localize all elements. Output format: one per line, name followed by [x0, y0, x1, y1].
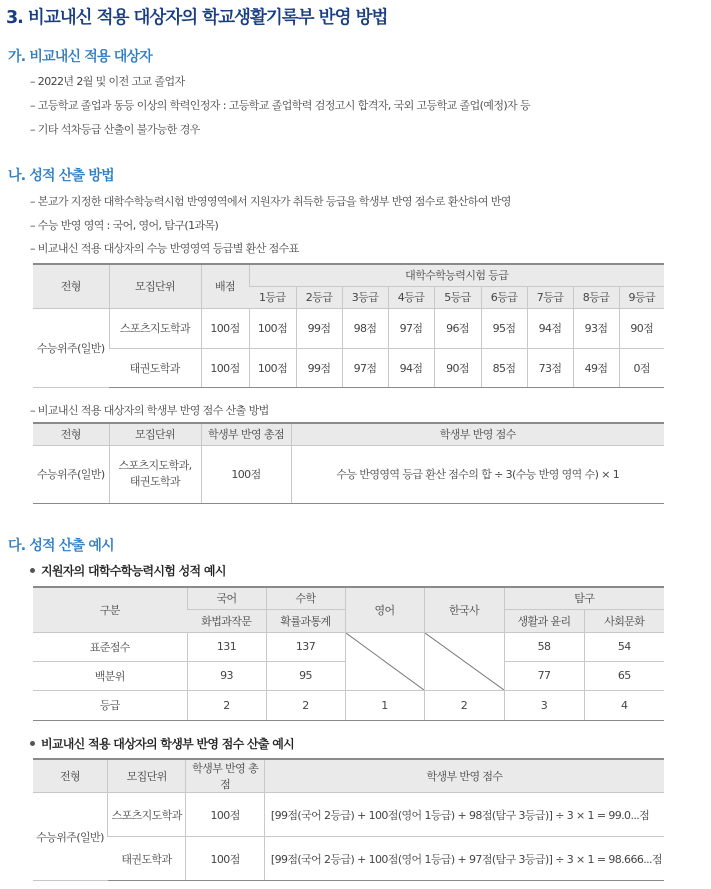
unit-cell: 태권도학과 — [109, 348, 201, 387]
total-cell: 100점 — [186, 793, 265, 837]
formula-cell: [99점(국어 2등급) + 100점(영어 1등급) + 97점(탐구 3등급)] ÷ 3 × 1 = 98.666...점 — [264, 837, 664, 881]
section-b-item-1: – 본교가 지정한 대학수학능력시험 반영영역에서 지원자가 취득한 등급을 학생부 반영 점수로 환산하여 반영 — [30, 195, 511, 208]
score-cell: 97점 — [342, 348, 388, 387]
table-row — [33, 690, 664, 720]
header-unit: 모집단위 — [108, 759, 186, 793]
english-cell: 1 — [345, 690, 424, 720]
table-row — [33, 348, 664, 387]
header-type: 전형 — [33, 759, 108, 793]
example-title — [30, 562, 226, 579]
grade-header: 2등급 — [296, 286, 342, 308]
header-inquiry: 탐구 — [504, 587, 664, 609]
unit-cell: 스포츠지도학과 — [108, 793, 186, 837]
score-cell: 95점 — [481, 308, 527, 348]
korean-cell: 93 — [187, 661, 266, 690]
bullet-icon — [30, 568, 35, 573]
header-math: 수학 — [266, 587, 345, 609]
header-inquiry-sub: 생활과 윤리 — [504, 609, 584, 632]
score-cell: 49점 — [573, 348, 619, 387]
table-row — [33, 793, 664, 837]
header-category: 구분 — [33, 587, 187, 632]
example-title-text: 지원자의 대학수학능력시험 성적 예시 — [41, 564, 226, 578]
type-cell: 수능위주(일반) — [33, 445, 109, 503]
header-csat-grade: 대학수학능력시험 등급 — [249, 264, 664, 286]
inquiry-cell: 58 — [504, 632, 584, 661]
header-unit: 모집단위 — [109, 264, 201, 308]
section-c-heading: 다. 성적 산출 예시 — [8, 538, 114, 554]
header-type: 전형 — [33, 264, 109, 308]
header-score: 학생부 반영 점수 — [264, 759, 664, 793]
header-inquiry-sub: 사회문화 — [584, 609, 664, 632]
unit-cell: 스포츠지도학과 — [109, 308, 201, 348]
allot-cell: 100점 — [201, 308, 249, 348]
table-row — [33, 308, 664, 348]
math-cell: 137 — [266, 632, 345, 661]
header-allot: 배점 — [201, 264, 249, 308]
calc-example-table — [33, 758, 664, 881]
page-title: 3. 비교내신 적용 대상자의 학교생활기록부 반영 방법 — [6, 8, 388, 28]
empty-diagonal-cell — [424, 632, 504, 690]
method-table — [33, 422, 664, 504]
header-score: 학생부 반영 점수 — [291, 423, 664, 445]
header-korean: 국어 — [187, 587, 266, 609]
grade-header: 6등급 — [481, 286, 527, 308]
unit-line: 태권도학과 — [129, 475, 181, 488]
header-math-sub: 확률과통계 — [266, 609, 345, 632]
score-cell: 100점 — [249, 308, 296, 348]
grade-header: 5등급 — [434, 286, 481, 308]
header-type: 전형 — [33, 423, 109, 445]
formula-cell: [99점(국어 2등급) + 100점(영어 1등급) + 98점(탐구 3등급)] ÷ 3 × 1 = 99.0...점 — [264, 793, 664, 837]
score-cell: 97점 — [388, 308, 434, 348]
score-cell: 73점 — [527, 348, 573, 387]
korean-cell: 131 — [187, 632, 266, 661]
table-row — [33, 837, 664, 881]
type-cell: 수능위주(일반) — [33, 308, 109, 387]
inquiry-cell: 4 — [584, 690, 664, 720]
score-cell: 96점 — [434, 308, 481, 348]
section-a-heading: 가. 비교내신 적용 대상자 — [8, 49, 152, 65]
section-a-item-3: – 기타 석차등급 산출이 불가능한 경우 — [30, 123, 200, 136]
header-history: 한국사 — [424, 587, 504, 632]
score-cell: 98점 — [342, 308, 388, 348]
unit-cell — [109, 445, 201, 503]
total-cell: 100점 — [186, 837, 265, 881]
row-label: 표준점수 — [33, 632, 187, 661]
grade-header: 9등급 — [619, 286, 664, 308]
score-cell: 100점 — [249, 348, 296, 387]
header-english: 영어 — [345, 587, 424, 632]
allot-cell: 100점 — [201, 348, 249, 387]
calc-title-text: 비교내신 적용 대상자의 학생부 반영 점수 산출 예시 — [41, 737, 295, 751]
section-a-item-2: – 고등학교 졸업과 동등 이상의 학력인정자 : 고등학교 졸업학력 검정고시 합격자, 국외 고등학교 졸업(예정)자 등 — [30, 99, 530, 112]
history-cell: 2 — [424, 690, 504, 720]
score-cell: 0점 — [619, 348, 664, 387]
grade-header: 7등급 — [527, 286, 573, 308]
type-cell: 수능위주(일반) — [33, 793, 108, 881]
table-row — [33, 445, 664, 503]
score-cell: 93점 — [573, 308, 619, 348]
header-total: 학생부 반영 총점 — [201, 423, 291, 445]
math-cell: 2 — [266, 690, 345, 720]
total-cell: 100점 — [201, 445, 291, 503]
formula-cell: 수능 반영영역 등급 환산 점수의 합 ÷ 3(수능 반영 영역 수) × 1 — [291, 445, 664, 503]
section-a-item-1: – 2022년 2월 및 이전 고교 졸업자 — [30, 75, 185, 88]
grade-header: 8등급 — [573, 286, 619, 308]
score-cell: 90점 — [619, 308, 664, 348]
grade-header: 3등급 — [342, 286, 388, 308]
inquiry-cell: 3 — [504, 690, 584, 720]
score-cell: 99점 — [296, 348, 342, 387]
empty-diagonal-cell — [345, 632, 424, 690]
inquiry-cell: 54 — [584, 632, 664, 661]
inquiry-cell: 65 — [584, 661, 664, 690]
grade-conversion-table — [33, 263, 664, 388]
section-b-heading: 나. 성적 산출 방법 — [8, 168, 114, 184]
unit-line: 스포츠지도학과, — [118, 459, 192, 472]
score-cell: 94점 — [527, 308, 573, 348]
score-cell: 99점 — [296, 308, 342, 348]
method-label: – 비교내신 적용 대상자의 학생부 반영 점수 산출 방법 — [30, 404, 269, 417]
example-score-table — [33, 586, 664, 721]
korean-cell: 2 — [187, 690, 266, 720]
calc-title — [30, 735, 294, 752]
score-cell: 90점 — [434, 348, 481, 387]
row-label: 등급 — [33, 690, 187, 720]
header-total: 학생부 반영 총점 — [186, 759, 265, 793]
grade-header: 4등급 — [388, 286, 434, 308]
unit-cell: 태권도학과 — [108, 837, 186, 881]
math-cell: 95 — [266, 661, 345, 690]
score-cell: 85점 — [481, 348, 527, 387]
bullet-icon — [30, 741, 35, 746]
score-cell: 94점 — [388, 348, 434, 387]
table-row — [33, 632, 664, 661]
inquiry-cell: 77 — [504, 661, 584, 690]
grade-header: 1등급 — [249, 286, 296, 308]
section-b-item-3: – 비교내신 적용 대상자의 수능 반영영역 등급별 환산 점수표 — [30, 242, 299, 255]
header-korean-sub: 화법과작문 — [187, 609, 266, 632]
header-unit: 모집단위 — [109, 423, 201, 445]
section-b-item-2: – 수능 반영 영역 : 국어, 영어, 탐구(1과목) — [30, 219, 219, 232]
row-label: 백분위 — [33, 661, 187, 690]
